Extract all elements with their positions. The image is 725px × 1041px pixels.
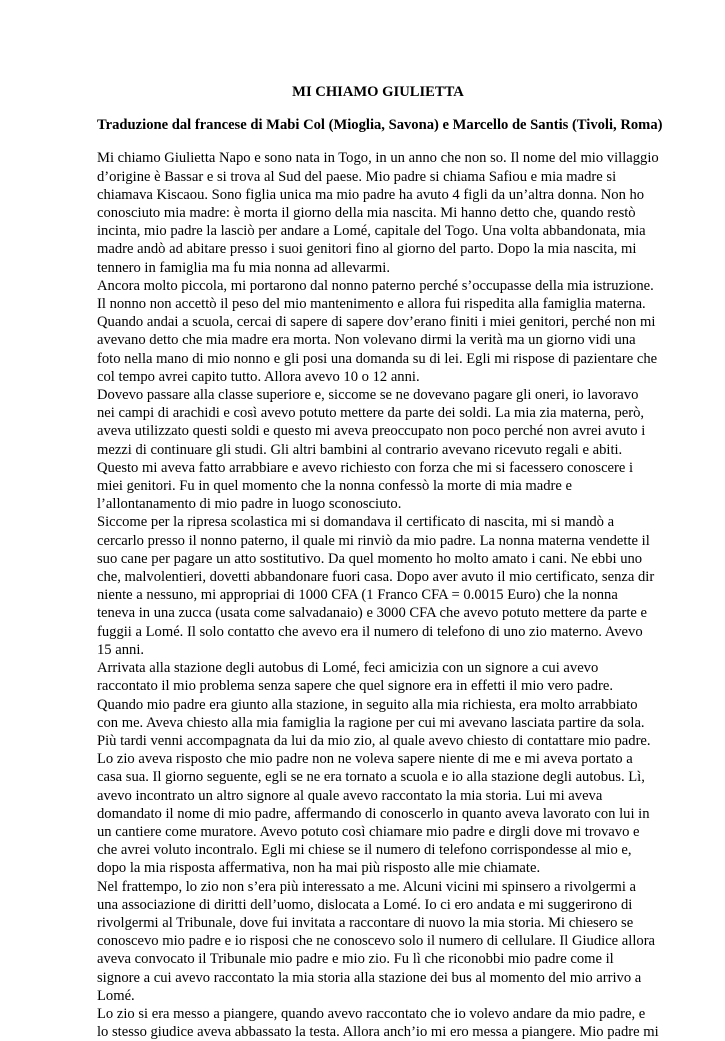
paragraph-6: Nel frattempo, lo zio non s’era più interessato a me. Alcuni vicini mi spinsero a rivolgermi a una associazione di diritti dell’uomo, dislocata a Lomé. Io ci ero andata e mi suggerirono di rivolgermi al Tribunale, dove fui invitata a raccontare di nuovo la mia storia. Mi chiesero se conoscevo mio padre e io risposi che ne conoscevo solo il numero di cellulare. Il Giudice allora aveva convocato il Tribunale mio padre e mio zio. Fu lì che riconobbi mio padre come il signore a cui avevo raccontato la mia storia alla stazione dei bus al momento del mio arrivo a Lomé.	[97, 878, 656, 1004]
document-subtitle: Traduzione dal francese di Mabi Col (Mioglia, Savona) e Marcello de Santis (Tivoli, Roma)	[97, 117, 663, 134]
paragraph-1: Mi chiamo Giulietta Napo e sono nata in Togo, in un anno che non so. Il nome del mio villaggio d’origine è Bassar e si trova al Sud del paese. Mio padre si chiama Safiou e mia madre si chiamava Kiscaou. Sono figlia unica ma mio padre ha avuto 4 figli da un’altra donna. Non ho conosciuto mia madre: è morta il giorno della mia nascita. Mi hanno detto che, quando restò incinta, mio padre la lasciò per andare a Lomé, capitale del Togo. Una volta abbandonata, mia madre andò ad abitare presso i suoi genitori fino al giorno del parto. Dopo la mia nascita, mi tennero in famiglia ma fu mia nonna ad allevarmi.	[97, 150, 659, 276]
document-title: MI CHIAMO GIULIETTA	[292, 84, 464, 100]
paragraph-2: Ancora molto piccola, mi portarono dal nonno paterno perché s’occupasse della mia istruzione. Il nonno non accettò il peso del mio mantenimento e allora fui rispedita alla famiglia materna. Quando andai a scuola, cercai di sapere di sapere dov’erano finiti i miei genitori, perché non mi avevano detto che mia madre era morta. Non volevano dirmi la verità ma un giorno vidi una foto nella mano di mio nonno e gli posi una domanda su di lei. Egli mi rispose di pazientare che col tempo avrei capito tutto. Allora avevo 10 o 12 anni.	[97, 277, 658, 385]
paragraph-5: Arrivata alla stazione degli autobus di Lomé, feci amicizia con un signore a cui avevo raccontato il mio problema senza sapere che quel signore era in effetti il mio vero padre. Quando mio padre era giunto alla stazione, in seguito alla mia richiesta, era molto arrabbiato con me. Aveva chiesto alla mia famiglia la ragione per cui mi avevano lasciata partire da sola. Più tardi venni accompagnata da lui da mio zio, al quale avevo chiesto di contattare mio padre. Lo zio aveva risposto che mio padre non ne voleva sapere niente di me e mi aveva portato a casa sua. Il giorno seguente, egli se ne era tornato a scuola e io alla stazione degli autobus. Lì, avevo incontrato un altro signore al quale avevo raccontato la mia storia. Lui mi aveva domandato il nome di mio padre, affermando di conoscerlo in quanto aveva lavorato con lui in un cantiere come muratore. Avevo potuto così chiamare mio padre e dirgli dove mi trovavo e che avrei voluto incontralo. Egli mi chiese se il numero di telefono corrispondesse al mio e, dopo la mia risposta affermativa, non ha mai più risposto alle mie chiamate.	[97, 660, 651, 877]
paragraph-4: Siccome per la ripresa scolastica mi si domandava il certificato di nascita, mi si mandò a cercarlo presso il nonno paterno, il quale mi rinviò da mio padre. La nonna materna vendette il suo cane per pagare un atto sostitutivo. Da quel momento ho molto amato i cani. Ne ebbi uno che, malvolentieri, dovetti abbandonare fuori casa. Dopo aver avuto il mio certificato, senza dir niente a nessuno, mi appropriai di 1000 CFA (1 Franco CFA = 0.0015 Euro) che la nonna teneva in una zucca (usata come salvadanaio) e 3000 CFA che avevo potuto mettere da parte e fuggii a Lomé. Il solo contatto che avevo era il numero di telefono di uno zio materno. Avevo 15 anni.	[97, 514, 655, 658]
paragraph-3: Dovevo passare alla classe superiore e, siccome se ne dovevano pagare gli oneri, io lavoravo nei campi di arachidi e così avevo potuto mettere da parte dei soldi. La mia zia materna, però, aveva utilizzato questi soldi e questo mi aveva preoccupato non poco perché non avrei avuto i mezzi di continuare gli studi. Gli altri bambini al contrario avevano ricevuto regali e abiti. Questo mi aveva fatto arrabbiare e avevo richiesto con forza che mi si facessero conoscere i miei genitori. Fu in quel momento che la nonna confessò la morte di mia madre e l’allontanamento di mio padre in luogo sconosciuto.	[97, 387, 646, 513]
document-page	[97, 83, 663, 1041]
paragraph-7: Lo zio si era messo a piangere, quando avevo raccontato che io volevo andare da mio padre, e lo stesso giudice aveva abbassato la testa. Allora anch’io mi ero messa a piangere. Mio padre mi	[97, 1005, 659, 1041]
